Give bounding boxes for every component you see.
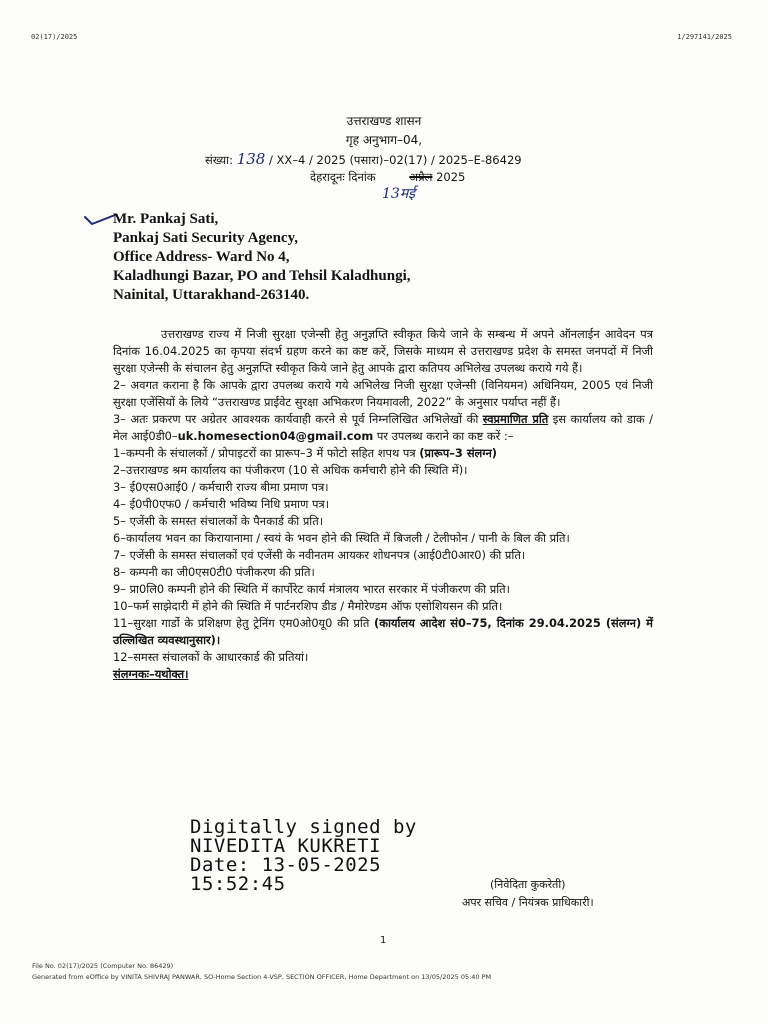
signatory-name: (निवेदिता कुकरेती) [490,878,566,891]
handwritten-number: 138 [236,150,266,168]
list-item [113,581,653,598]
addressee-agency: Pankaj Sati Security Agency, [113,230,299,246]
dsig-line: Digitally signed by [190,816,417,838]
date-year: 2025 [436,170,466,184]
item-text: 2–उत्तराखण्ड श्रम कार्यालय का पंजीकरण (10 से अधिक कर्मचारी होने की स्थिति में)। [113,463,468,477]
dsig-signer: NIVEDITA KUKRETI [190,835,382,857]
paragraph-2: 2– अवगत कराना है कि आपके द्वारा उपलब्ध कराये गये अभिलेख निजी सुरक्षा एजेन्सी (विनियमन) अधिनियम, 2005 एवं निजी सुरक्षा एजेंसियों के लिये “उत्तराखण्ड प्राईवेट सुरक्षा अभिकरण नियमावली, 2022” के अनुसार पर्याप्त नहीं हैं। [113,378,653,409]
top-left-reference: 02(17)/2025 [31,33,78,41]
paragraph-3-mid: इस कार्यालय को डाक / मेल आई0डी0– [113,412,654,443]
list-item [113,513,653,530]
number-suffix: / XX–4 / 2025 (पसारा)–02(17) / 2025–E-86429 [268,153,522,167]
list-item [113,598,653,615]
place-date-prefix: देहरादूनः दिनांक [310,170,376,184]
handwritten-date: 13मई [382,186,416,202]
item-bold: (प्रारूप–3 संलग्न) [419,446,497,460]
paragraph-3 [113,411,653,445]
list-item [113,462,653,479]
item-text: 11–सुरक्षा गार्डो के प्रशिक्षण हेतु ट्रेनिंग एम0ओ0यू0 की प्रति [113,616,375,630]
handwritten-tick-icon [83,211,117,227]
paragraph-3-start: 3– अतः प्रकरण पर अग्रेतर आवश्यक कार्यवाही करने से पूर्व निम्नलिखित अभिलेखों की [113,412,479,426]
dsig-date: Date: 13-05-2025 [190,854,382,876]
footer-file-number: File No. 02(17)/2025 (Computer No. 86429) [32,962,174,970]
item-text: 7– एजेंसी के समस्त संचालकों एवं एजेंसी के नवीनतम आयकर शोधनपत्र (आई0टी0आर0) की प्रति। [113,548,526,562]
list-item [113,496,653,513]
addressee-office: Office Address- Ward No 4, [113,249,290,265]
struck-month: अप्रैल [409,170,433,184]
self-attested-copy: स्वप्रमाणित प्रति [482,412,549,426]
item-text: 10–फर्म साझेदारी में होने की स्थिति में पार्टनरशिप डीड / मैमोरेण्डम ऑफ एसोशियसन की प्रति। [113,599,503,613]
page-number: 1 [380,935,387,946]
paragraph-1: उत्तराखण्ड राज्य में निजी सुरक्षा एजेन्सी हेतु अनुज्ञप्ति स्वीकृत किये जाने के सम्बन्ध में अपने ऑनलाईन आवेदन पत्र दिनांक 16.04.2025 का कृपया संदर्भ ग्रहण करने का कष्ट करें, जिसके माध्यम से उत्तराखण्ड प्रदेश के समस्त जनपदों में निजी सुरक्षा एजेन्सी के संचालन हेतु अनुज्ञप्ति स्वीकृत किये जाने हेतु आपके द्वारा कतिपय अभिलेख उपलब्ध कराये गये हैं। [113,327,653,375]
paragraph-3-end: पर उपलब्ध कराने का कष्ट करें :– [373,429,514,443]
item-text: 4– ई0पी0एफ0 / कर्मचारी भविष्य निधि प्रमाण पत्र। [113,497,330,511]
number-prefix: संख्या: [205,153,234,167]
item-text: 8– कम्पनी का जी0एस0टी0 पंजीकरण की प्रति। [113,565,315,579]
list-item [113,445,653,462]
addressee-city: Nainital, Uttarakhand-263140. [113,287,310,303]
letter-body [113,326,653,683]
item-text: 6–कार्यालय भवन का किरायानामा / स्वयं के भवन होने की स्थिति में बिजली / टेलीफोन / पानी के बिल की प्रति। [113,531,570,545]
list-item [113,530,653,547]
addressee-locality: Kaladhungi Bazar, PO and Tehsil Kaladhungi, [113,268,411,284]
list-item [113,615,653,649]
item-text: 9– प्रा0लि0 कम्पनी होने की स्थिति में कार्पोरेट कार्य मंत्रालय भारत सरकार में पंजीकरण की प्रति। [113,582,510,596]
addressee-name: Mr. Pankaj Sati, [113,211,219,227]
letter-number [205,150,522,168]
item-text: 12–समस्त संचालकों के आधारकार्ड की प्रतियां। [113,650,309,664]
item-text: 5– एजेंसी के समस्त संचालकों के पैनकार्ड की प्रति। [113,514,324,528]
signatory-designation: अपर सचिव / नियंत्रक प्राधिकारी। [462,896,594,909]
list-item [113,564,653,581]
footer-generated: Generated from eOffice by VINITA SHIVRAJ PANWAR, SO-Home Section 4-VSP, SECTION OFFICER, Home Department on 13/05/2025 05:40 PM [32,973,492,981]
item-bold: (कार्यालय आदेश सं0–75, दिनांक 29.04.2025 (संलग्न) में उल्लिखित व्यवस्थानुसार)। [113,616,653,647]
govt-title: उत्तराखण्ड शासन [346,114,422,128]
list-item [113,547,653,564]
digital-signature-stamp [190,818,417,894]
list-item [113,479,653,496]
dsig-time: 15:52:45 [190,873,286,895]
list-item [113,649,653,666]
section-title: गृह अनुभाग–04, [345,133,423,147]
email-address: uk.homesection04@gmail.com [177,429,374,443]
enclosure-note: संलग्नकः–यथोक्त। [113,667,189,681]
item-text: 3– ई0एस0आई0 / कर्मचारी राज्य बीमा प्रमाण पत्र। [113,480,329,494]
item-text: 1–कम्पनी के संचालकों / प्रोपाइटरों का प्रारूप–3 में फोटो सहित शपथ पत्र [113,446,420,460]
place-date [310,170,465,185]
top-right-reference: 1/297141/2025 [677,33,732,41]
